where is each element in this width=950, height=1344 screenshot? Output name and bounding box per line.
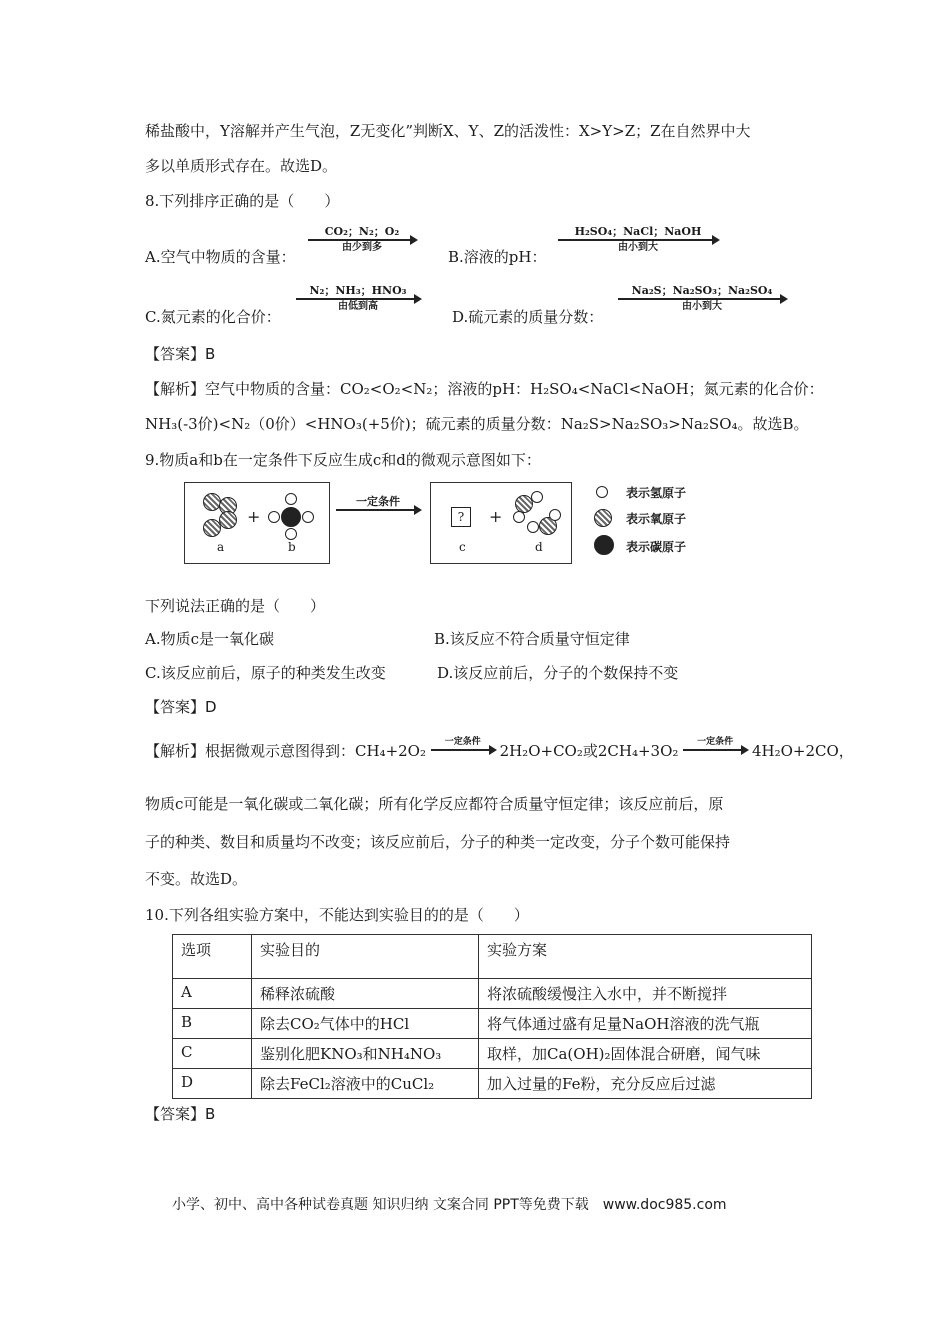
q8-analysis-2: NH₃(-3价)<N₂（0价）<HNO₃(+5价)；硫元素的质量分数：Na₂S>Na₂SO₃>Na₂SO₄。故选B。 [145, 415, 809, 433]
header-cell: 实验目的 [252, 935, 479, 979]
legend [594, 482, 724, 562]
legend-oxygen: 表示氧原子 [626, 512, 687, 526]
q9-eq-arrow-1 [431, 735, 495, 751]
q9-option-a: A.物质c是一氧化碳 [145, 630, 275, 648]
q9-option-c: C.该反应前后，原子的种类发生改变 [145, 664, 386, 682]
q8-a-arrow-bottom: 由少到多 [342, 242, 382, 253]
q9-option-d: D.该反应前后，分子的个数保持不变 [437, 664, 679, 682]
header-cell: 选项 [173, 935, 252, 979]
intro-line-1: 稀盐酸中，Y溶解并产生气泡，Z无变化”判断X、Y、Z的活泼性：X>Y>Z；Z在自然界中大 [145, 122, 751, 140]
q9-analysis-3: 子的种类、数目和质量均不改变；该反应前后，分子的种类一定改变，分子个数可能保持 [145, 833, 731, 851]
arrow-icon [683, 749, 747, 751]
q8-option-d-arrow [618, 284, 786, 314]
table-row [173, 1009, 812, 1039]
table-cell: 除去CO₂气体中的HCl [252, 1009, 479, 1039]
arrow-icon [558, 239, 718, 241]
oxygen-atom-icon [594, 509, 612, 527]
q8-option-d-label: D.硫元素的质量分数： [452, 308, 604, 326]
q10-stem: 10.下列各组实验方案中，不能达到实验目的的是（ ） [145, 906, 529, 924]
q8-option-b-label: B.溶液的pH： [448, 248, 547, 266]
footer-ad: 小学、初中、高中各种试卷真题 知识归纳 文案合同 PPT等免费下载 www.doc985.com [172, 1197, 727, 1213]
legend-hydrogen: 表示氢原子 [626, 486, 687, 500]
q8-b-arrow-top: H₂SO₄；NaCl；NaOH [574, 225, 702, 238]
q9-analysis-2: 物质c可能是一氧化碳或二氧化碳；所有化学反应都符合质量守恒定律；该反应前后，原 [145, 795, 724, 813]
intro-line-2: 多以单质形式存在。故选D。 [145, 157, 338, 175]
hydrogen-atom-icon [549, 509, 561, 521]
hydrogen-atom-icon [527, 521, 539, 533]
carbon-atom-icon [594, 535, 614, 555]
q9-eq-condition-2: 一定条件 [697, 737, 734, 747]
hydrogen-atom-icon [285, 528, 297, 540]
table-cell: 稀释浓硫酸 [252, 979, 479, 1009]
q8-option-c-label: C.氮元素的化合价： [145, 308, 281, 326]
table-cell: 将浓硫酸缓慢注入水中，并不断搅拌 [479, 979, 812, 1009]
arrow-icon [618, 298, 786, 300]
q9-prompt: 下列说法正确的是（ ） [145, 597, 326, 615]
plus-sign: + [489, 507, 503, 526]
hydrogen-atom-icon [285, 493, 297, 505]
table-row [173, 1069, 812, 1099]
table-row [173, 1039, 812, 1069]
q8-b-arrow-bottom: 由小到大 [618, 242, 658, 253]
hydrogen-atom-icon [302, 511, 314, 523]
hydrogen-atom-icon [531, 491, 543, 503]
q9-stem: 9.物质a和b在一定条件下反应生成c和d的微观示意图如下： [145, 451, 541, 469]
q9-analysis-equation [145, 737, 854, 763]
hydrogen-atom-icon [513, 511, 525, 523]
table-cell: 除去FeCl₂溶液中的CuCl₂ [252, 1069, 479, 1099]
table-cell: A [173, 979, 252, 1009]
q8-c-arrow-bottom: 由低到高 [338, 301, 378, 312]
reaction-condition: 一定条件 [356, 495, 400, 508]
q8-option-c-arrow [296, 284, 420, 314]
products-box [430, 482, 572, 564]
legend-carbon: 表示碳原子 [626, 540, 687, 554]
arrow-icon [431, 749, 495, 751]
q9-eq-condition-1: 一定条件 [444, 737, 481, 747]
label-b: b [288, 540, 296, 554]
table-cell: D [173, 1069, 252, 1099]
q10-answer: 【答案】B [145, 1105, 216, 1123]
q9-analysis-end: 4H₂O+2CO， [751, 742, 854, 760]
plus-sign: + [247, 507, 261, 526]
q9-option-b: B.该反应不符合质量守恒定律 [434, 630, 630, 648]
oxygen-atom-icon [203, 493, 221, 511]
q8-c-arrow-top: N₂；NH₃；HNO₃ [309, 284, 407, 297]
q9-analysis-4: 不变。故选D。 [145, 870, 248, 888]
table-cell: 鉴别化肥KNO₃和NH₄NO₃ [252, 1039, 479, 1069]
q8-a-arrow-top: CO₂；N₂；O₂ [324, 225, 400, 238]
table-cell: 将气体通过盛有足量NaOH溶液的洗气瓶 [479, 1009, 812, 1039]
q8-answer: 【答案】B [145, 345, 216, 363]
table-header-row [173, 935, 812, 979]
q8-option-a-arrow [308, 225, 416, 255]
table-cell: 加入过量的Fe粉，充分反应后过滤 [479, 1069, 812, 1099]
reactants-box [184, 482, 330, 564]
hydrogen-atom-icon [596, 486, 608, 498]
q10-table [172, 934, 812, 1099]
label-c: c [459, 540, 466, 554]
q9-answer: 【答案】D [145, 698, 217, 716]
arrow-icon [336, 509, 420, 511]
q9-analysis-prefix: 【解析】根据微观示意图得到：CH₄+2O₂ [145, 742, 426, 760]
header-cell: 实验方案 [479, 935, 812, 979]
arrow-icon [296, 298, 420, 300]
q8-option-b-arrow [558, 225, 718, 255]
q8-stem: 8.下列排序正确的是（ ） [145, 192, 340, 210]
hydrogen-atom-icon [268, 511, 280, 523]
q8-d-arrow-bottom: 由小到大 [682, 301, 722, 312]
q8-analysis-1: 【解析】空气中物质的含量：CO₂<O₂<N₂；溶液的pH：H₂SO₄<NaCl<NaOH；氮元素的化合价： [145, 380, 824, 398]
q8-d-arrow-top: Na₂S；Na₂SO₃；Na₂SO₄ [631, 284, 773, 297]
table-cell: C [173, 1039, 252, 1069]
q8-option-a-label: A.空气中物质的含量： [145, 248, 296, 266]
label-a: a [217, 540, 225, 554]
label-d: d [535, 540, 543, 554]
carbon-atom-icon [281, 507, 301, 527]
arrow-icon [308, 239, 416, 241]
unknown-molecule-box: ? [451, 507, 471, 527]
q9-analysis-mid: 2H₂O+CO₂或2CH₄+3O₂ [499, 742, 679, 760]
q9-eq-arrow-2 [683, 735, 747, 751]
oxygen-atom-icon [219, 511, 237, 529]
table-cell: 取样，加Ca(OH)₂固体混合研磨，闻气味 [479, 1039, 812, 1069]
table-row [173, 979, 812, 1009]
reaction-arrow [336, 495, 420, 511]
table-cell: B [173, 1009, 252, 1039]
